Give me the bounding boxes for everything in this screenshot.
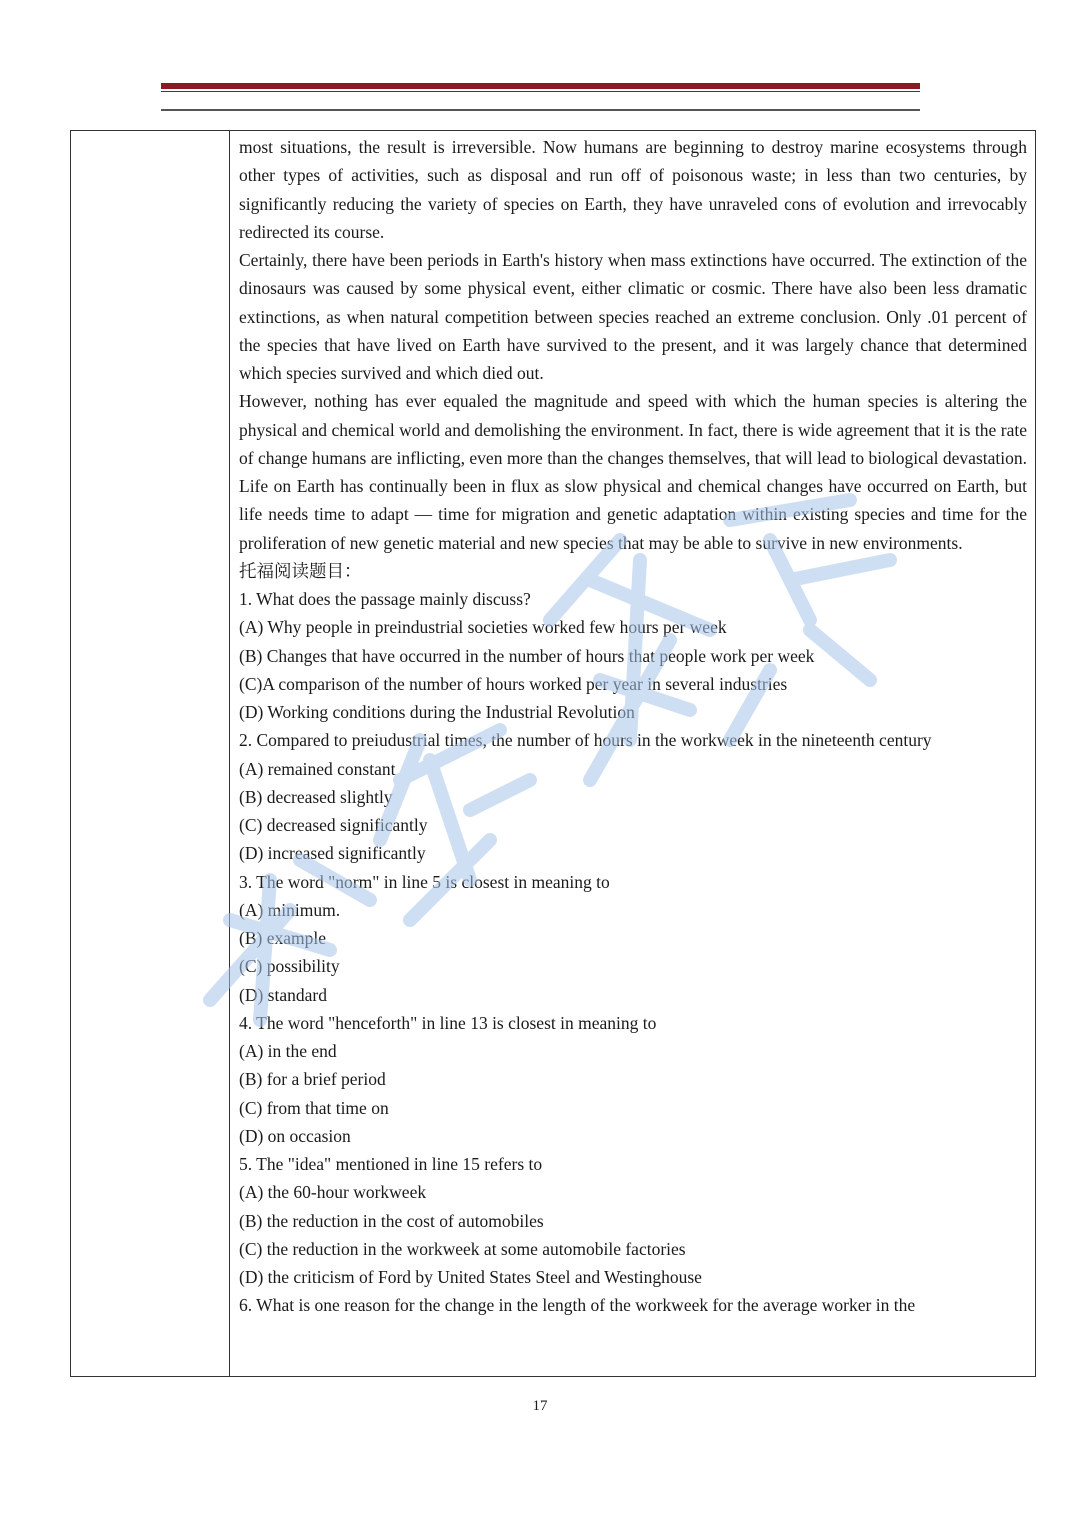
header-rule-bottom — [161, 109, 920, 111]
question-stem: 5. The "idea" mentioned in line 15 refers to — [239, 1154, 543, 1174]
option: (D) standard — [239, 984, 327, 1005]
question-stem: 2. Compared to preiudustrial times, the number of hours in the workweek in the nineteenth century — [239, 730, 932, 751]
question-stem: 6. What is one reason for the change in the length of the workweek for the average worker in the — [239, 1295, 916, 1316]
header-rule-thin — [161, 91, 920, 92]
option: (C) from that time on — [239, 1097, 389, 1118]
header-rule-thick — [161, 83, 920, 89]
question-stem: 1. What does the passage mainly discuss? — [239, 589, 531, 609]
option: (D) Working conditions during the Industrial Revolution — [239, 702, 635, 722]
option: (A) in the end — [239, 1041, 337, 1061]
passage-paragraph-1: most situations, the result is irreversible. Now humans are beginning to destroy marine ecosystems through other types of activities, such as disposal and run off of poisonous waste; in less than two centuries, by significantly reducing the variety of species on Earth, they have unraveled cons of evolution and irrevocably redirected its course. — [239, 137, 1027, 242]
question-stem: 3. The word "norm" in line 5 is closest in meaning to — [239, 871, 610, 892]
option: (B) decreased slightly — [239, 786, 393, 807]
option: (A) the 60-hour workweek — [239, 1182, 427, 1203]
passage-paragraph-2: Certainly, there have been periods in Earth's history when mass extinctions have occurred. The extinction of the dinosaurs was caused by some physical event, either climatic or cosmic. There have also been less dramatic extinctions, as when natural competition between species reached an extreme conclusion. Only .01 percent of the species that have lived on Earth have survived to the present, and it was largely chance that determined which species survived and which died out. — [239, 250, 1027, 383]
option: (C) decreased significantly — [239, 815, 428, 835]
option: (A) minimum. — [239, 899, 341, 920]
option: (B) for a brief period — [239, 1069, 386, 1090]
option: (A) Why people in preindustrial societies worked few hours per week — [239, 617, 727, 638]
option: (D) increased significantly — [239, 843, 426, 864]
section-heading: 托福阅读题目： — [239, 560, 362, 581]
question-stem: 4. The word "henceforth" in line 13 is closest in meaning to — [239, 1012, 657, 1033]
option: (C) possibility — [239, 956, 340, 977]
option: (B) Changes that have occurred in the number of hours that people work per week — [239, 645, 815, 666]
option: (A) remained constant — [239, 758, 396, 779]
content-table — [70, 130, 1036, 1377]
option: (D) on occasion — [239, 1125, 351, 1146]
content-column — [239, 133, 1027, 1320]
option: (B) the reduction in the cost of automobiles — [239, 1210, 544, 1231]
option: (C)A comparison of the number of hours worked per year in several industries — [239, 673, 788, 694]
empty-left-column — [71, 131, 230, 1376]
option: (C) the reduction in the workweek at some automobile factories — [239, 1238, 686, 1259]
passage-paragraph-3: However, nothing has ever equaled the magnitude and speed with which the human species is altering the physical and chemical world and demolishing the environment. In fact, there is wide agreement that it is the rate of change humans are inflicting, even more than the changes themselves, that will lead to biological devastation. Life on Earth has continually been in flux as slow physical and chemical changes have occurred on Earth, but life needs time to adapt — time for migration and genetic adaptation within existing species and time for the proliferation of new genetic material and new species that may be able to survive in new environments. — [239, 391, 1027, 553]
option: (D) the criticism of Ford by United States Steel and Westinghouse — [239, 1267, 702, 1287]
page-number: 17 — [532, 1398, 548, 1414]
option: (B) example — [239, 928, 326, 948]
